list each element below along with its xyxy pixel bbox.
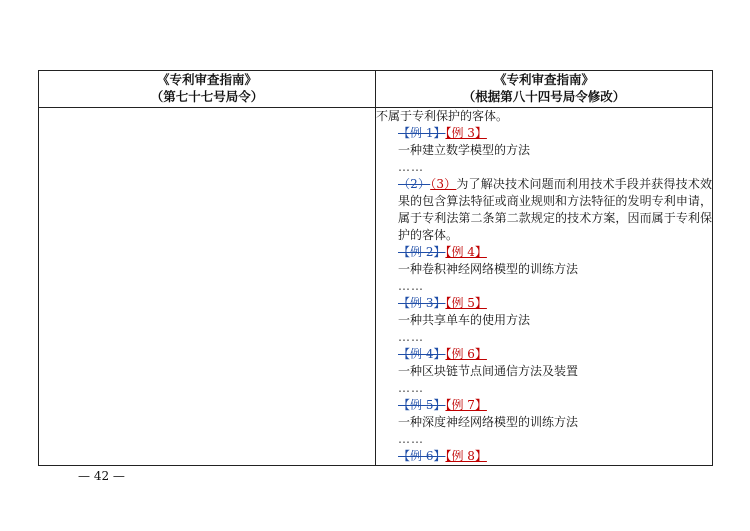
example-text-5: 一种深度神经网络模型的训练方法 <box>398 415 579 429</box>
left-column-body <box>39 108 376 466</box>
body-row <box>39 108 713 466</box>
ellipsis-1: …… <box>398 160 424 174</box>
inserted-label: 【例 4】 <box>445 245 487 259</box>
example-text-3: 一种共享单车的使用方法 <box>398 313 531 327</box>
right-header-title: 《专利审查指南》 <box>493 72 594 87</box>
inserted-label: 【例 7】 <box>445 398 487 412</box>
ellipsis-4: …… <box>398 381 424 395</box>
page-number: — 42 — <box>78 469 125 483</box>
example-label-5 <box>376 397 712 414</box>
example-text-4: 一种区块链节点间通信方法及装置 <box>398 364 579 378</box>
intro-line: 不属于专利保护的客体。 <box>376 109 509 123</box>
deleted-label: 【例 2】 <box>398 245 446 259</box>
paragraph-3 <box>376 176 712 244</box>
example-label-4 <box>376 346 712 363</box>
header-row <box>39 71 713 108</box>
inserted-label: 【例 3】 <box>445 126 487 140</box>
comparison-table <box>38 70 713 466</box>
example-label-1 <box>376 125 712 142</box>
ellipsis-3: …… <box>398 330 424 344</box>
inserted-label: 【例 5】 <box>445 296 487 310</box>
inserted-label: 【例 6】 <box>445 347 487 361</box>
example-label-3 <box>376 295 712 312</box>
ellipsis-2: …… <box>398 279 424 293</box>
deleted-label: 【例 5】 <box>398 398 446 412</box>
inserted-number: （3） <box>430 177 457 191</box>
ellipsis-5: …… <box>398 432 424 446</box>
example-label-6 <box>376 448 712 465</box>
example-text-1: 一种建立数学模型的方法 <box>398 143 531 157</box>
deleted-label: 【例 6】 <box>398 449 446 463</box>
left-header-subtitle: （第七十七号局令） <box>150 89 264 104</box>
left-header-title: 《专利审查指南》 <box>156 72 257 87</box>
right-header-subtitle: （根据第八十四号局令修改） <box>462 89 626 104</box>
inserted-label: 【例 8】 <box>445 449 487 463</box>
left-column-header <box>39 71 376 108</box>
deleted-label: 【例 1】 <box>398 126 446 140</box>
example-label-2 <box>376 244 712 261</box>
deleted-number: （2） <box>398 177 431 191</box>
right-column-body <box>376 108 713 466</box>
deleted-label: 【例 4】 <box>398 347 446 361</box>
deleted-label: 【例 3】 <box>398 296 446 310</box>
right-column-header <box>376 71 713 108</box>
example-text-2: 一种卷积神经网络模型的训练方法 <box>398 262 579 276</box>
paragraph-text-start: 为了解决技术问题而利用技术手段并获得技术效果的包含算法特征或商业规则和方法特征的发明专利申请，属于专利法第二条第二款规定的技术方案，因而属于专利保护的客体。 <box>398 177 712 242</box>
